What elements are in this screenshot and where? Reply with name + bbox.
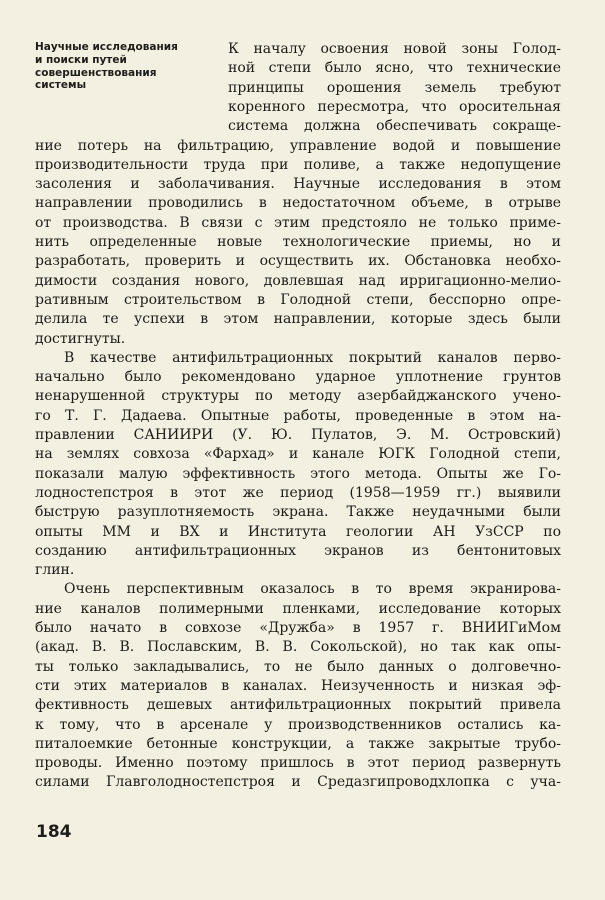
body-line-10: от производства. В связи с этим предстояло не только приме- — [35, 214, 561, 231]
body-line-2: ной степи было ясно, что технические — [228, 60, 561, 77]
body-line-6: ние потерь на фильтрацию, управление водой и повышение — [35, 137, 561, 154]
body-line-9: направлении проводились в недостаточном объеме, в отрыве — [35, 195, 561, 212]
body-line-11: нить определенные новые технологические приемы, но и — [35, 234, 561, 250]
body-line-24: лодностепстроя в этот же период (1958—1959 гг.) выявили — [35, 484, 561, 501]
body-line-31: было начато в совхозе «Дружба» в 1957 г. ВНИИГиМом — [35, 620, 561, 636]
body-line-13: димости создания нового, довлевшая над ирригационно-мелио- — [35, 272, 561, 289]
body-line-29: Очень перспективным оказалось в то время экранирова- — [64, 581, 561, 598]
body-line-35: фективность дешевых антифильтрационных покрытий привела — [35, 697, 561, 714]
body-line-38: проводы. Именно поэтому пришлось в этот период развернуть — [35, 755, 561, 772]
body-line-16: достигнуты. — [35, 330, 126, 347]
body-line-30: ние каналов полимерными пленками, исследование которых — [35, 600, 561, 617]
margin-heading-line-2: и поиски путей — [35, 53, 127, 66]
body-line-39: силами Главголодностепстроя и Средазгипроводхлопка с уча- — [35, 774, 561, 791]
body-line-8: засоления и заболачивания. Научные исследования в этом — [35, 176, 561, 193]
body-line-26: опыты ММ и ВХ и Института геологии АН УзССР по — [35, 523, 561, 540]
body-line-17: В качестве антифильтрационных покрытий каналов перво- — [64, 349, 561, 366]
body-line-5: система должна обеспечивать сокраще- — [228, 118, 561, 135]
body-line-7: производительности труда при поливе, а также недопущение — [35, 156, 561, 173]
body-line-20: го Т. Г. Дадаева. Опытные работы, проведенные в этом на- — [35, 407, 561, 424]
margin-heading-line-3: совершенствования — [35, 66, 157, 79]
body-line-25: быструю разуплотняемость экрана. Также неудачными были — [35, 504, 561, 521]
body-line-19: ненарушенной структуры по методу азербайджанского учено- — [35, 388, 561, 405]
body-line-37: питалоемкие бетонные конструкции, а также закрытые трубо- — [35, 735, 561, 752]
body-line-33: ты только закладывались, то не было данных о долговечно- — [35, 658, 561, 675]
body-line-14: ративным строительством в Голодной степи, бесспорно опре- — [35, 291, 561, 308]
body-line-23: показали малую эффективность этого метода. Опыты же Го- — [35, 465, 561, 482]
body-line-21: правлении САНИИРИ (У. Ю. Пулатов, Э. М. Островский) — [35, 427, 561, 443]
body-line-22: на землях совхоза «Фархад» и канале ЮГК Голодной степи, — [35, 446, 561, 463]
margin-heading-line-4: системы — [35, 79, 87, 92]
margin-heading-line-1: Научные исследования — [35, 41, 178, 53]
page-number: 184 — [36, 822, 72, 842]
body-line-36: к тому, что в арсенале у производственников остались ка- — [35, 716, 561, 733]
body-line-34: сти этих материалов в каналах. Неизученность и низкая эф- — [35, 677, 561, 694]
body-line-32: (акад. В. В. Пославским, В. В. Сокольской), но так как опы- — [35, 639, 561, 656]
body-line-15: делила те успехи в этом направлении, которые здесь были — [35, 311, 561, 328]
body-line-27: созданию антифильтрационных экранов из бентонитовых — [35, 542, 561, 559]
margin-heading — [35, 41, 220, 92]
body-line-4: коренного пересмотра, что оросительная — [228, 98, 561, 115]
body-line-3: принципы орошения земель требуют — [228, 79, 561, 96]
body-line-1: К началу освоения новой зоны Голод- — [228, 41, 561, 57]
body-line-18: начально было рекомендовано ударное уплотнение грунтов — [35, 369, 561, 386]
body-line-28: глин. — [35, 562, 75, 579]
body-line-12: разработать, проверить и осуществить их. Обстановка необхо- — [35, 253, 561, 270]
